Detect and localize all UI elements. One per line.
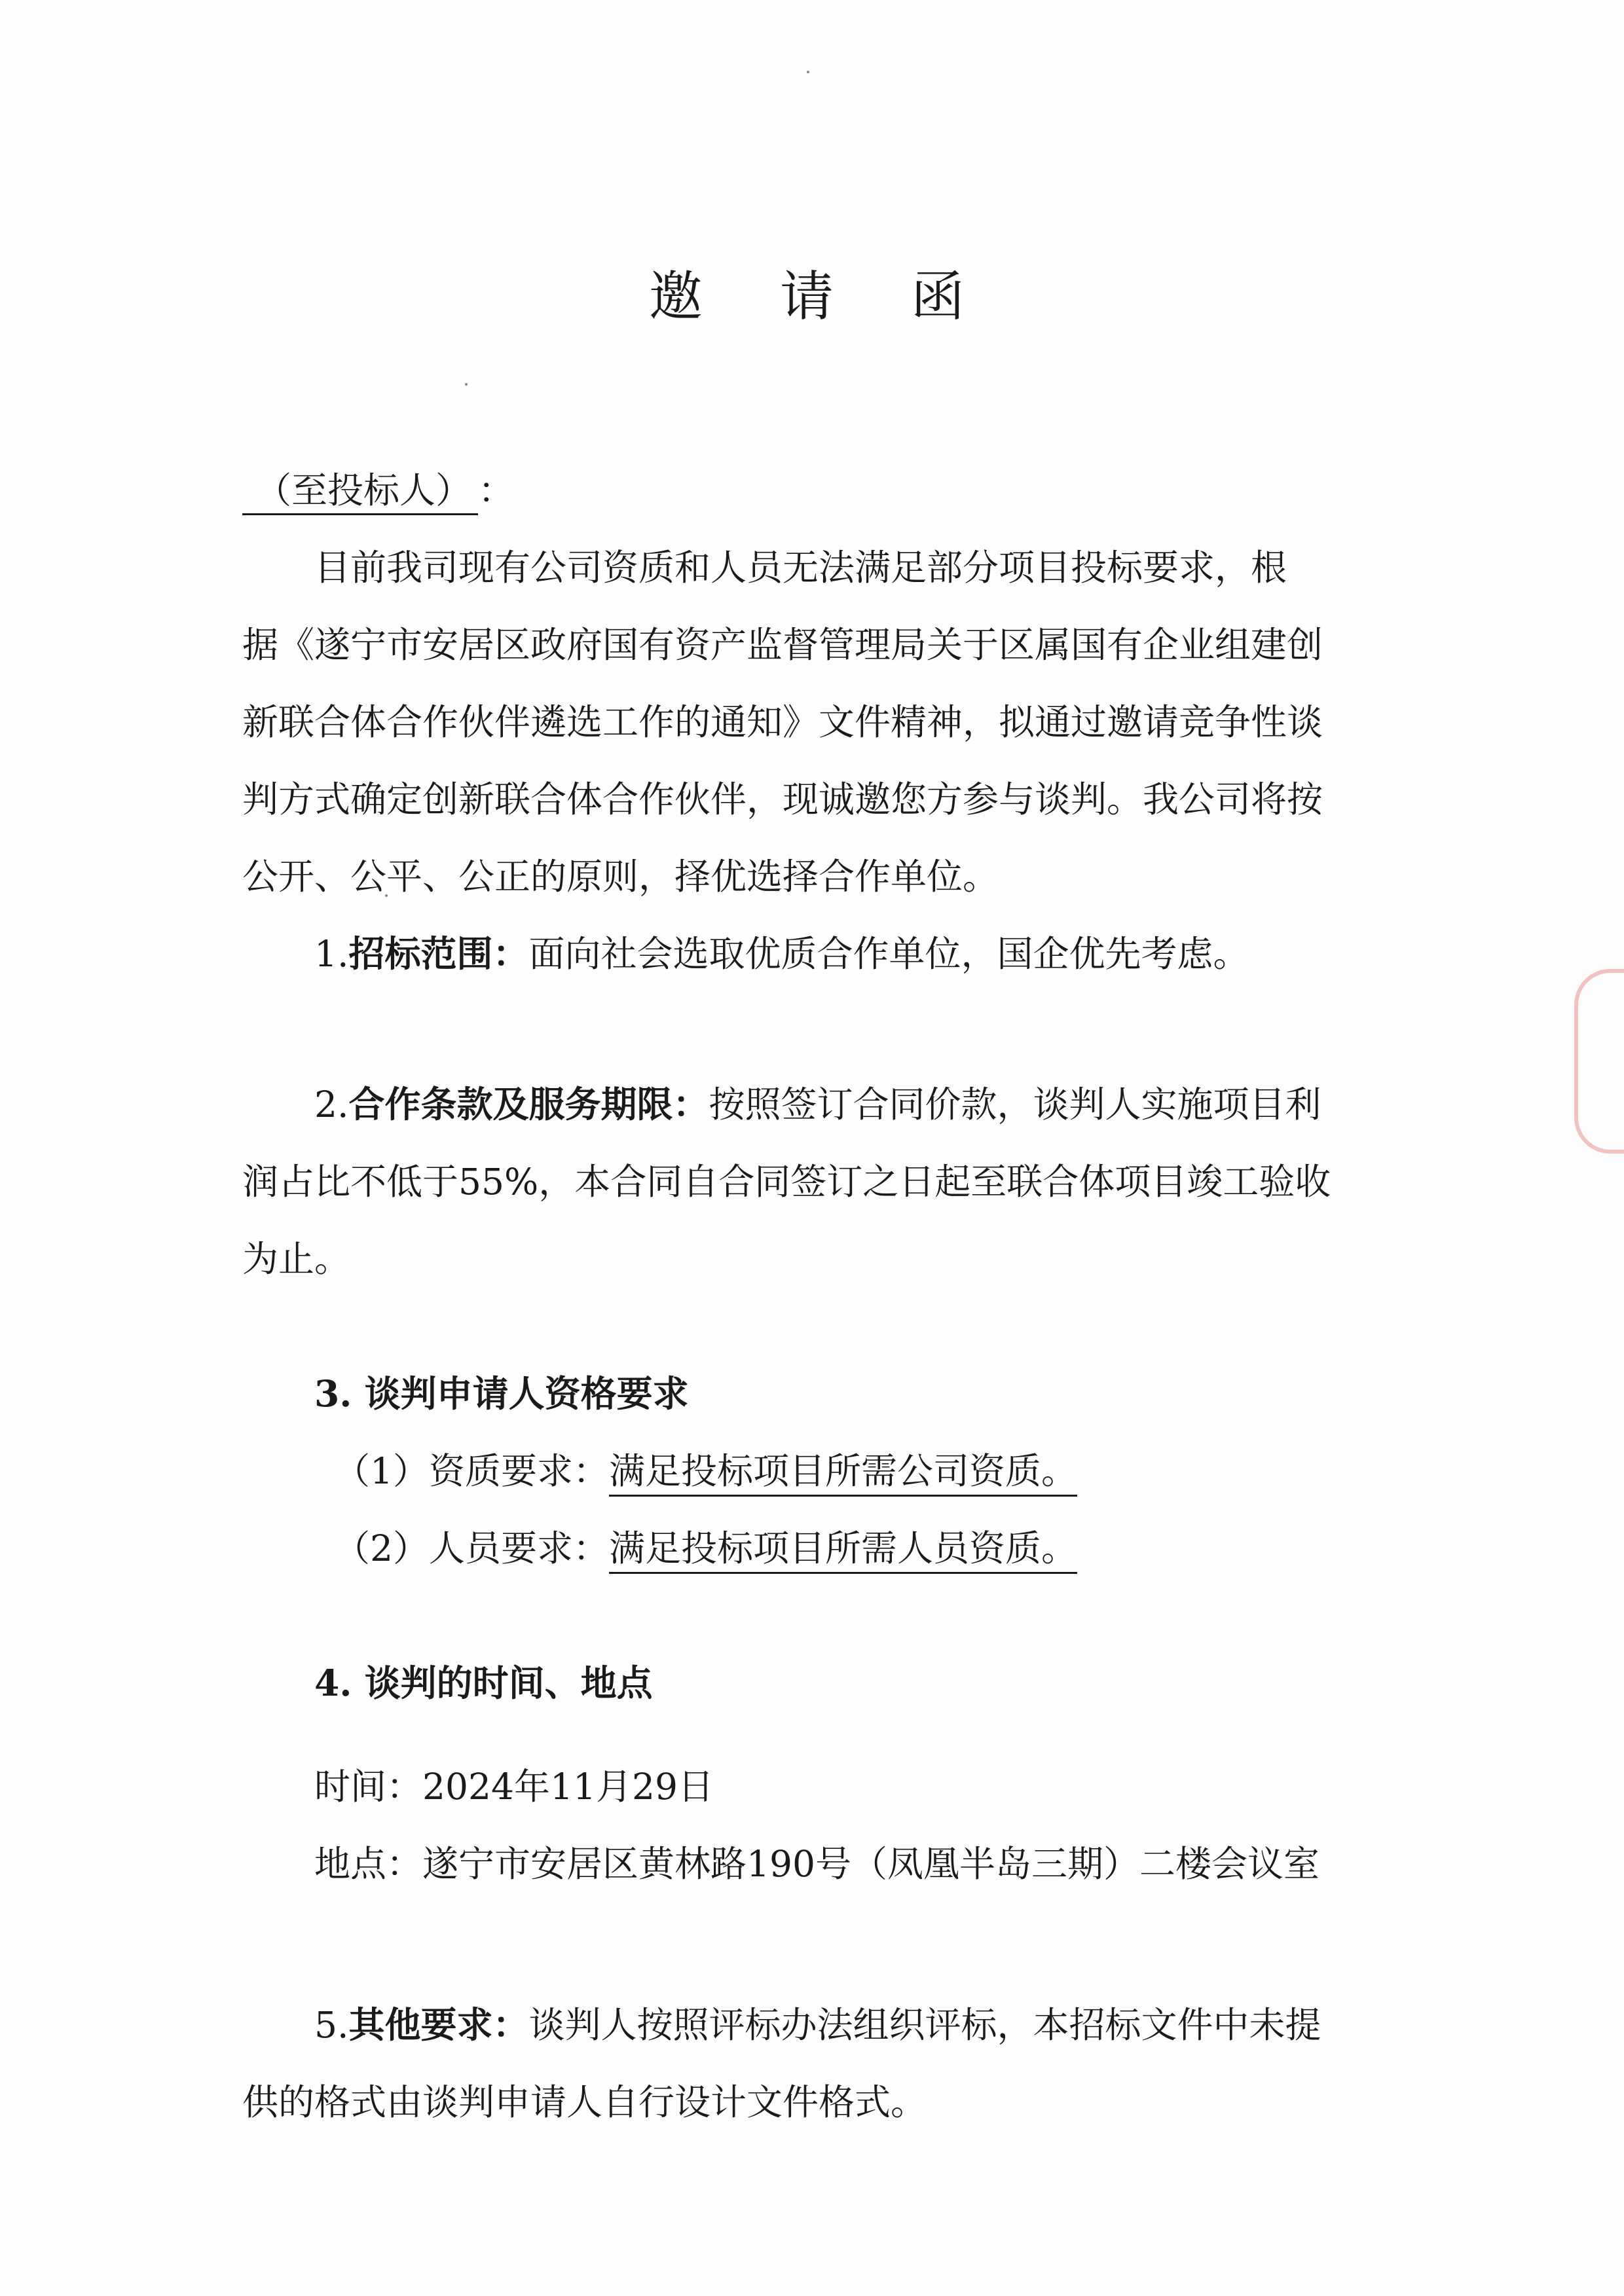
section-1 — [242, 915, 1388, 993]
spacer — [242, 1722, 1388, 1748]
section-5-text: 谈判人按照评标办法组织评标，本招标文件中未提 — [528, 2004, 1321, 2046]
salutation-colon: ： — [478, 469, 515, 511]
meeting-time-label: 时间： — [314, 1766, 423, 1808]
section-2 — [242, 1066, 1388, 1143]
meeting-place-label: 地点： — [314, 1843, 423, 1885]
meeting-place — [242, 1825, 1388, 1903]
section-1-heading: 招标范围： — [348, 932, 529, 975]
section-2-number: 2. — [314, 1084, 349, 1125]
section-2-line: 为止。 — [242, 1238, 351, 1280]
spacer — [242, 1587, 1388, 1645]
qualification-label: （2）人员要求： — [334, 1527, 609, 1569]
document-title: 邀 请 函 — [648, 266, 995, 328]
salutation-recipient: （至投标人） — [242, 467, 478, 515]
section-1-number: 1. — [314, 933, 349, 975]
section-2-text: 按照签订合同价款，谈判人实施项目利 — [709, 1084, 1321, 1125]
section-1-text: 面向社会选取优质合作单位，国企优先考虑。 — [528, 933, 1249, 975]
intro-line: 公开、公平、公正的原则，择优选择合作单位。 — [242, 856, 999, 898]
spacer — [242, 1903, 1388, 1986]
section-5 — [242, 1986, 1388, 2064]
scan-speck — [465, 383, 468, 386]
spacer — [242, 1298, 1388, 1355]
qualification-item — [242, 1432, 1388, 1510]
section-5-line: 供的格式由谈判申请人自行设计文件格式。 — [242, 2081, 927, 2123]
qualification-value: 满足投标项目所需人员资质。 — [609, 1527, 1077, 1574]
section-5-number: 5. — [314, 2004, 349, 2046]
meeting-time — [242, 1748, 1388, 1825]
meeting-time-value: 2024年11月29日 — [422, 1766, 714, 1808]
intro-line: 新联合体合作伙伴遴选工作的通知》文件精神，拟通过邀请竞争性谈 — [242, 701, 1323, 743]
document-body — [242, 452, 1388, 2141]
intro-line: 目前我司现有公司资质和人员无法满足部分项目投标要求，根 — [314, 547, 1287, 589]
section-2-line: 润占比不低于55%，本合同自合同签订之日起至联合体项目竣工验收 — [242, 1161, 1331, 1203]
red-seal-edge — [1574, 969, 1624, 1154]
qualification-item — [242, 1510, 1388, 1587]
spacer — [242, 993, 1388, 1066]
section-5-heading: 其他要求： — [348, 2003, 529, 2046]
qualification-value: 满足投标项目所需公司资质。 — [609, 1450, 1077, 1497]
qualification-label: （1）资质要求： — [334, 1450, 609, 1492]
section-2-heading: 合作条款及服务期限： — [348, 1083, 709, 1125]
meeting-place-value: 遂宁市安居区黄林路190号（凤凰半岛三期）二楼会议室 — [422, 1843, 1320, 1885]
scan-speck — [807, 71, 809, 73]
intro-line: 据《遂宁市安居区政府国有资产监督管理局关于区属国有企业组建创 — [242, 624, 1323, 666]
intro-line: 判方式确定创新联合体合作伙伴，现诚邀您方参与谈判。我公司将按 — [242, 778, 1323, 820]
section-3-heading: 3. 谈判申请人资格要求 — [314, 1372, 689, 1415]
section-4-heading: 4. 谈判的时间、地点 — [314, 1662, 653, 1704]
salutation — [242, 452, 1388, 529]
